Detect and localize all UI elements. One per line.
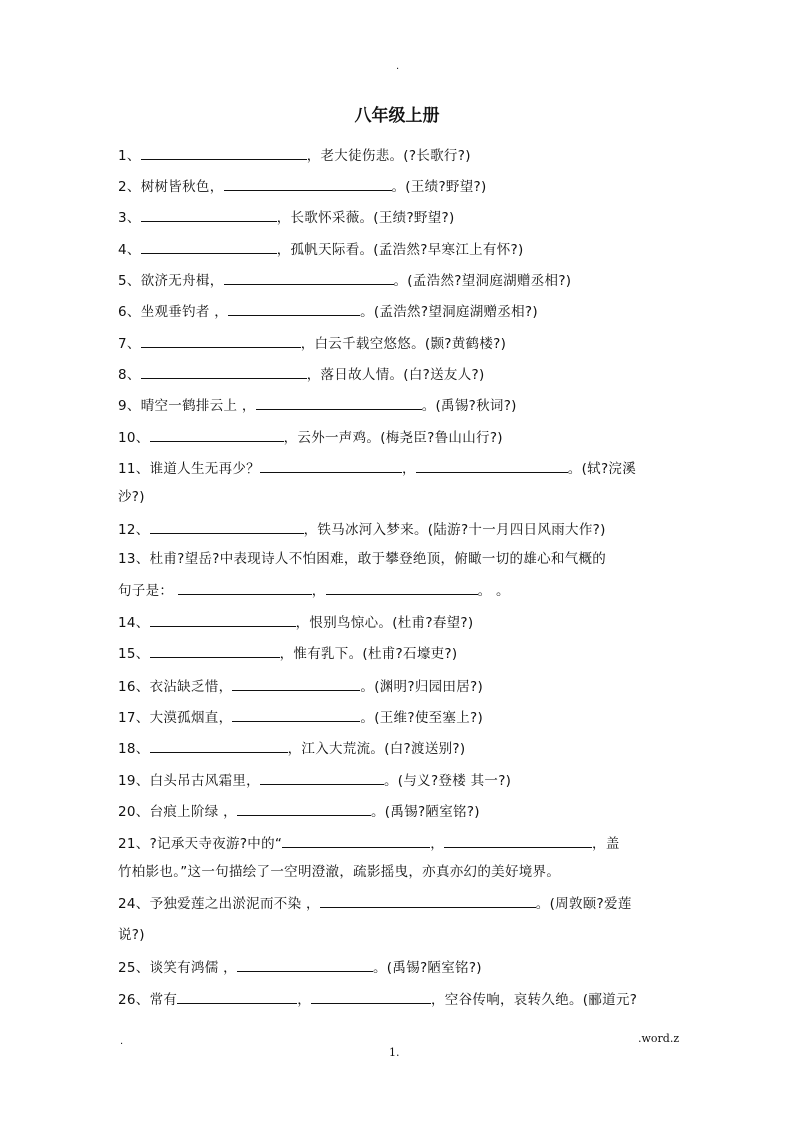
question-text: 2、树树皆秋色， bbox=[118, 179, 224, 195]
question-text: 18、 bbox=[118, 741, 150, 757]
question-line bbox=[118, 613, 473, 633]
question-text: 。(渊明?归园田居?) bbox=[360, 679, 484, 695]
question-text: 16、衣沾缺乏惜， bbox=[118, 679, 233, 695]
question-line bbox=[118, 520, 606, 540]
question-line bbox=[118, 894, 632, 914]
footer-mark: . bbox=[120, 1036, 124, 1047]
question-text: 19、白头吊古风霜里， bbox=[118, 773, 260, 789]
page-number: 1. bbox=[389, 1046, 400, 1059]
question-text: 。 。 bbox=[477, 583, 510, 599]
question-line bbox=[118, 834, 620, 854]
answer-blank[interactable] bbox=[224, 272, 394, 285]
answer-blank[interactable] bbox=[444, 835, 592, 848]
question-text: 20、台痕上阶绿 ， bbox=[118, 804, 237, 820]
question-line bbox=[118, 428, 503, 448]
question-line bbox=[118, 549, 606, 569]
question-text: ，江入大荒流。(白?渡送别?) bbox=[287, 741, 466, 757]
question-text: ，盖 bbox=[592, 836, 620, 852]
question-text: 11、谁道人生无再少？ bbox=[118, 461, 260, 477]
answer-blank[interactable] bbox=[326, 582, 478, 595]
question-text: 。(王维?使至塞上?) bbox=[360, 710, 484, 726]
answer-blank[interactable] bbox=[320, 895, 536, 908]
question-text: 8、 bbox=[118, 367, 141, 383]
question-text: ，落日故人情。(白?送友人?) bbox=[306, 367, 485, 383]
question-line bbox=[118, 240, 524, 260]
question-text: 10、 bbox=[118, 430, 150, 446]
question-text: 说?) bbox=[118, 927, 145, 943]
question-line bbox=[118, 862, 560, 882]
question-line bbox=[118, 802, 480, 822]
answer-blank[interactable] bbox=[150, 429, 284, 442]
question-text: 5、欲济无舟楫， bbox=[118, 273, 224, 289]
question-text: ， bbox=[311, 583, 326, 599]
question-text: 。(禹锡?陋室铭?) bbox=[372, 960, 482, 976]
question-line bbox=[118, 208, 455, 228]
question-line bbox=[118, 271, 571, 291]
answer-blank[interactable] bbox=[237, 803, 371, 816]
answer-blank[interactable] bbox=[260, 772, 384, 785]
question-text: 竹柏影也。”这一句描绘了一空明澄澈，疏影摇曳，亦真亦幻的美好境界。 bbox=[118, 864, 561, 880]
question-text: 15、 bbox=[118, 646, 150, 662]
answer-blank[interactable] bbox=[150, 740, 288, 753]
question-text: ，铁马冰河入梦来。(陆游?十一月四日风雨大作?) bbox=[303, 522, 606, 538]
answer-blank[interactable] bbox=[256, 397, 422, 410]
question-line bbox=[118, 581, 510, 601]
answer-blank[interactable] bbox=[177, 991, 297, 1004]
question-text: 26、常有 bbox=[118, 992, 178, 1008]
answer-blank[interactable] bbox=[232, 709, 360, 722]
answer-blank[interactable] bbox=[141, 335, 301, 348]
question-text: 24、予独爱莲之出淤泥而不染 ， bbox=[118, 896, 320, 912]
question-text: 。(王绩?野望?) bbox=[391, 179, 487, 195]
question-line bbox=[118, 771, 511, 791]
question-line bbox=[118, 990, 637, 1010]
question-text: 7、 bbox=[118, 336, 141, 352]
question-text: ，白云千载空悠悠。(颢?黄鹤楼?) bbox=[300, 336, 507, 352]
question-text: 。(孟浩然?望洞庭湖赠丞相?) bbox=[360, 304, 538, 320]
answer-blank[interactable] bbox=[311, 991, 431, 1004]
answer-blank[interactable] bbox=[150, 521, 304, 534]
question-text: ，空谷传响，哀转久绝。(郦道元? bbox=[431, 992, 638, 1008]
answer-blank[interactable] bbox=[237, 959, 373, 972]
question-text: ，老大徒伤悲。(?长歌行?) bbox=[306, 148, 471, 164]
footer-source: .word.z bbox=[638, 1032, 680, 1045]
question-line bbox=[118, 644, 457, 664]
question-text: 。(孟浩然?望洞庭湖赠丞相?) bbox=[393, 273, 572, 289]
answer-blank[interactable] bbox=[232, 678, 360, 691]
question-line bbox=[118, 302, 538, 322]
answer-blank[interactable] bbox=[228, 303, 360, 316]
question-line bbox=[118, 677, 483, 697]
question-line bbox=[118, 925, 145, 945]
question-line bbox=[118, 739, 465, 759]
question-text: ，惟有乳下。(杜甫?石壕吏?) bbox=[279, 646, 458, 662]
question-text: 。(与义?登楼 其一?) bbox=[383, 773, 512, 789]
question-text: 。(轼?浣溪 bbox=[567, 461, 637, 477]
question-text: 25、谈笑有鸿儒 ， bbox=[118, 960, 237, 976]
question-text: 4、 bbox=[118, 242, 141, 258]
header-mark: . bbox=[396, 61, 400, 72]
question-line bbox=[118, 334, 506, 354]
answer-blank[interactable] bbox=[141, 366, 307, 379]
answer-blank[interactable] bbox=[178, 582, 312, 595]
question-line bbox=[118, 708, 483, 728]
question-line bbox=[118, 365, 485, 385]
question-line bbox=[118, 459, 636, 479]
question-text: ，长歌怀采薇。(王绩?野望?) bbox=[276, 210, 455, 226]
question-text: 句子是： bbox=[118, 583, 178, 599]
question-line bbox=[118, 958, 482, 978]
question-text: 9、晴空一鹤排云上 ， bbox=[118, 398, 256, 414]
question-text: 13、杜甫?望岳?中表现诗人不怕困难，敢于攀登绝顶，俯瞰一切的雄心和气概的 bbox=[118, 551, 607, 567]
question-text: ，恨别鸟惊心。(杜甫?春望?) bbox=[295, 615, 474, 631]
question-text: 12、 bbox=[118, 522, 150, 538]
answer-blank[interactable] bbox=[150, 645, 280, 658]
page-title: 八年级上册 bbox=[354, 106, 440, 126]
question-text: 6、坐观垂钓者 ， bbox=[118, 304, 229, 320]
question-line bbox=[118, 146, 471, 166]
question-text: 21、?记承天寺夜游?中的“ bbox=[118, 836, 283, 852]
answer-blank[interactable] bbox=[282, 835, 430, 848]
question-line bbox=[118, 177, 487, 197]
answer-blank[interactable] bbox=[416, 460, 568, 473]
answer-blank[interactable] bbox=[141, 147, 307, 160]
question-text: 1、 bbox=[118, 148, 141, 164]
answer-blank[interactable] bbox=[141, 209, 277, 222]
answer-blank[interactable] bbox=[141, 241, 277, 254]
question-text: 。(禹锡?陋室铭?) bbox=[370, 804, 480, 820]
question-text: ，云外一声鸡。(梅尧臣?鲁山山行?) bbox=[283, 430, 503, 446]
question-text: ，孤帆天际看。(孟浩然?早寒江上有怀?) bbox=[276, 242, 524, 258]
question-line bbox=[118, 487, 145, 507]
question-text: 。(周敦颐?爱莲 bbox=[535, 896, 632, 912]
question-line bbox=[118, 396, 517, 416]
answer-blank[interactable] bbox=[150, 614, 296, 627]
answer-blank[interactable] bbox=[260, 460, 402, 473]
question-text: ， bbox=[430, 836, 445, 852]
question-text: 沙?) bbox=[118, 489, 145, 505]
answer-blank[interactable] bbox=[224, 178, 392, 191]
question-text: 。(禹锡?秋词?) bbox=[421, 398, 517, 414]
question-text: 17、大漠孤烟直， bbox=[118, 710, 233, 726]
question-text: ， bbox=[401, 461, 416, 477]
question-text: 14、 bbox=[118, 615, 150, 631]
question-text: ， bbox=[297, 992, 311, 1008]
question-text: 3、 bbox=[118, 210, 141, 226]
